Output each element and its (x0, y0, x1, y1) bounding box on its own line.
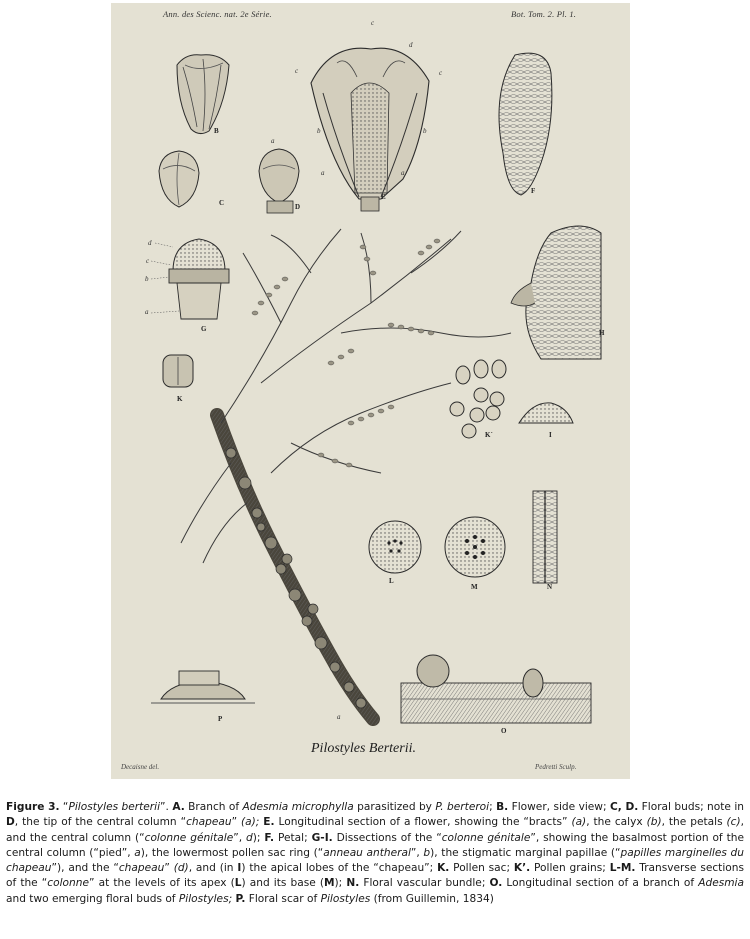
label-a-branch: a (337, 713, 341, 721)
fig-e-section (311, 48, 429, 211)
caption-run: b (423, 846, 431, 859)
caption-run: ); (334, 877, 347, 890)
caption-run: ”. (160, 801, 173, 813)
caption-run: Adesmia microphylla (242, 801, 354, 813)
fig-m-section (445, 517, 505, 577)
caption-run: anneau antheral (323, 846, 411, 859)
label-k: K (177, 395, 183, 403)
label-g-a: a (145, 308, 149, 316)
caption-run: F. (264, 831, 275, 844)
caption-run: P. berteroi (435, 801, 490, 813)
label-b: B (214, 127, 219, 135)
caption-run: ), the stigmatic marginal papillae (“ (430, 846, 621, 859)
caption-run: parasitized by (353, 801, 436, 813)
caption-run: ” (231, 816, 241, 829)
fig-f-petal (499, 53, 552, 195)
caption-run: ) and its base ( (241, 877, 324, 890)
caption-run: Branch of (184, 801, 243, 813)
caption-run: , the petals (661, 816, 727, 829)
caption-run: (d) (173, 862, 189, 875)
caption-run: G-I. (311, 831, 333, 844)
caption-run: O. (489, 877, 503, 890)
caption-run: Longitudinal section of a flower, showing the “bracts” (274, 816, 572, 829)
caption-run: colonne (47, 877, 89, 890)
caption-run: I (237, 862, 242, 875)
caption-run: d (246, 831, 253, 844)
fig-p-scar (151, 671, 255, 703)
label-e-c-top: c (371, 19, 375, 27)
fig-g-column (151, 239, 229, 319)
label-g: G (201, 325, 207, 333)
caption-run: M (324, 877, 335, 890)
label-d-a: a (271, 137, 275, 145)
caption-run: ), the lowermost pollen sac ring (“ (140, 846, 324, 859)
caption-run: E. (263, 816, 275, 829)
caption-run: ”, (410, 846, 424, 859)
label-e-c-left: c (295, 67, 299, 75)
label-e: E (381, 193, 386, 201)
plate-header-left: Ann. des Scienc. nat. 2e Série. (163, 9, 272, 19)
caption-run: ”, showing the basalmost portion of the central column (“pied”, (6, 831, 744, 859)
caption-run: Petal; (274, 831, 312, 844)
caption-run: L-M. (609, 862, 636, 875)
caption-run: Pollen sac; (449, 862, 514, 875)
caption-run: , and (in (188, 862, 238, 875)
caption-run: B. (496, 801, 509, 813)
fig-h-dissection (511, 226, 601, 359)
caption-run: A. (172, 801, 185, 813)
caption-run: colonne génitale (441, 831, 531, 844)
caption-run: ; (489, 801, 497, 813)
caption-run: Dissections of the “ (332, 831, 442, 844)
caption-run: ”), and the “ (51, 862, 119, 875)
fig-l-section (369, 521, 421, 573)
caption-run: C, D. (609, 801, 639, 813)
caption-run: (b) (646, 816, 662, 829)
caption-run: Flower, side view; (508, 801, 610, 813)
caption-run: N. (346, 877, 360, 890)
label-e-b-left: b (317, 127, 321, 135)
fig-k-prime-pollen-grains (450, 360, 506, 438)
label-n: N (547, 583, 553, 591)
caption-run: Pollen grains; (530, 862, 610, 875)
caption-run: P. (235, 892, 246, 905)
fig-n-bundle (533, 491, 557, 583)
caption-run: L (234, 877, 242, 890)
fig-b-flower (177, 55, 229, 134)
caption-run: papilles marginelles du chapeau (6, 846, 744, 875)
caption-run: Pilostyles berterii (68, 801, 161, 813)
botanical-plate (111, 3, 630, 779)
caption-run: Floral scar of (245, 892, 321, 905)
plate-illustration (111, 3, 630, 779)
caption-run: Pilostyles; (178, 892, 233, 905)
label-o: O (501, 727, 507, 735)
label-e-a-right: a (401, 169, 405, 177)
label-l: L (389, 577, 394, 585)
label-m: M (471, 583, 478, 591)
label-g-b: b (145, 275, 149, 283)
label-e-c-right: c (439, 69, 443, 77)
label-k-prime: K´ (485, 431, 493, 439)
caption-run: , the tip of the central column “ (14, 816, 187, 829)
label-e-a-left: a (321, 169, 325, 177)
caption-run: D (6, 816, 15, 829)
label-f: F (531, 187, 536, 195)
caption-run: K’. (513, 862, 531, 875)
caption-run: ) the apical lobes of the “chapeau”; (241, 862, 438, 875)
plate-credit-right: Pedretti Sculp. (535, 763, 577, 771)
label-d: D (295, 203, 301, 211)
caption-run: Adesmia (698, 877, 744, 890)
caption-run: a (134, 846, 141, 859)
fig-i-apical-lobes (519, 403, 573, 423)
fig-c-bud (159, 151, 199, 207)
caption-run: K. (437, 862, 450, 875)
label-c: C (219, 199, 225, 207)
caption-run: Transverse sections of the “ (6, 862, 744, 890)
caption-run: Longitudinal section of a branch of (502, 877, 699, 890)
caption-run: (a) (571, 816, 587, 829)
caption-run: ” at the levels of its apex ( (88, 877, 235, 890)
caption-run: Floral buds; note in (638, 801, 744, 813)
label-i: I (549, 431, 552, 439)
caption-run: Figure 3. (6, 801, 60, 813)
fig-d-bud (259, 149, 299, 213)
plate-header-right: Bot. Tom. 2. Pl. 1. (511, 9, 577, 19)
plate-credit-left: Decaisne del. (121, 763, 160, 771)
caption-run: , the calyx (586, 816, 647, 829)
caption-run: ” (164, 862, 174, 875)
fig-o-branch-section (401, 655, 591, 723)
caption-run: chapeau (118, 862, 165, 875)
caption-run: , and the central column (“ (6, 816, 745, 844)
plate-title: Pilostyles Berterii. (311, 741, 416, 756)
label-e-d: d (409, 41, 413, 49)
label-h: H (599, 329, 605, 337)
caption-run: (from Guillemin, 1834) (370, 892, 494, 905)
figure-caption (6, 800, 744, 907)
caption-run: (a); (241, 816, 260, 829)
caption-run: and two emerging floral buds of (6, 892, 179, 905)
label-g-d: d (148, 239, 152, 247)
caption-run: Floral vascular bundle; (359, 877, 490, 890)
caption-run: colonne génitale (144, 831, 234, 844)
caption-run: (c) (726, 816, 741, 829)
caption-run: chapeau (186, 816, 232, 829)
label-p: P (218, 715, 223, 723)
caption-run: “ (59, 801, 69, 813)
label-g-c: c (146, 257, 150, 265)
fig-a-branch (181, 229, 511, 719)
label-e-b-right: b (423, 127, 427, 135)
fig-k-pollen-sac (163, 355, 193, 387)
caption-run: Pilostyles (320, 892, 371, 905)
caption-run: ”, (233, 831, 247, 844)
caption-run: ); (252, 831, 265, 844)
